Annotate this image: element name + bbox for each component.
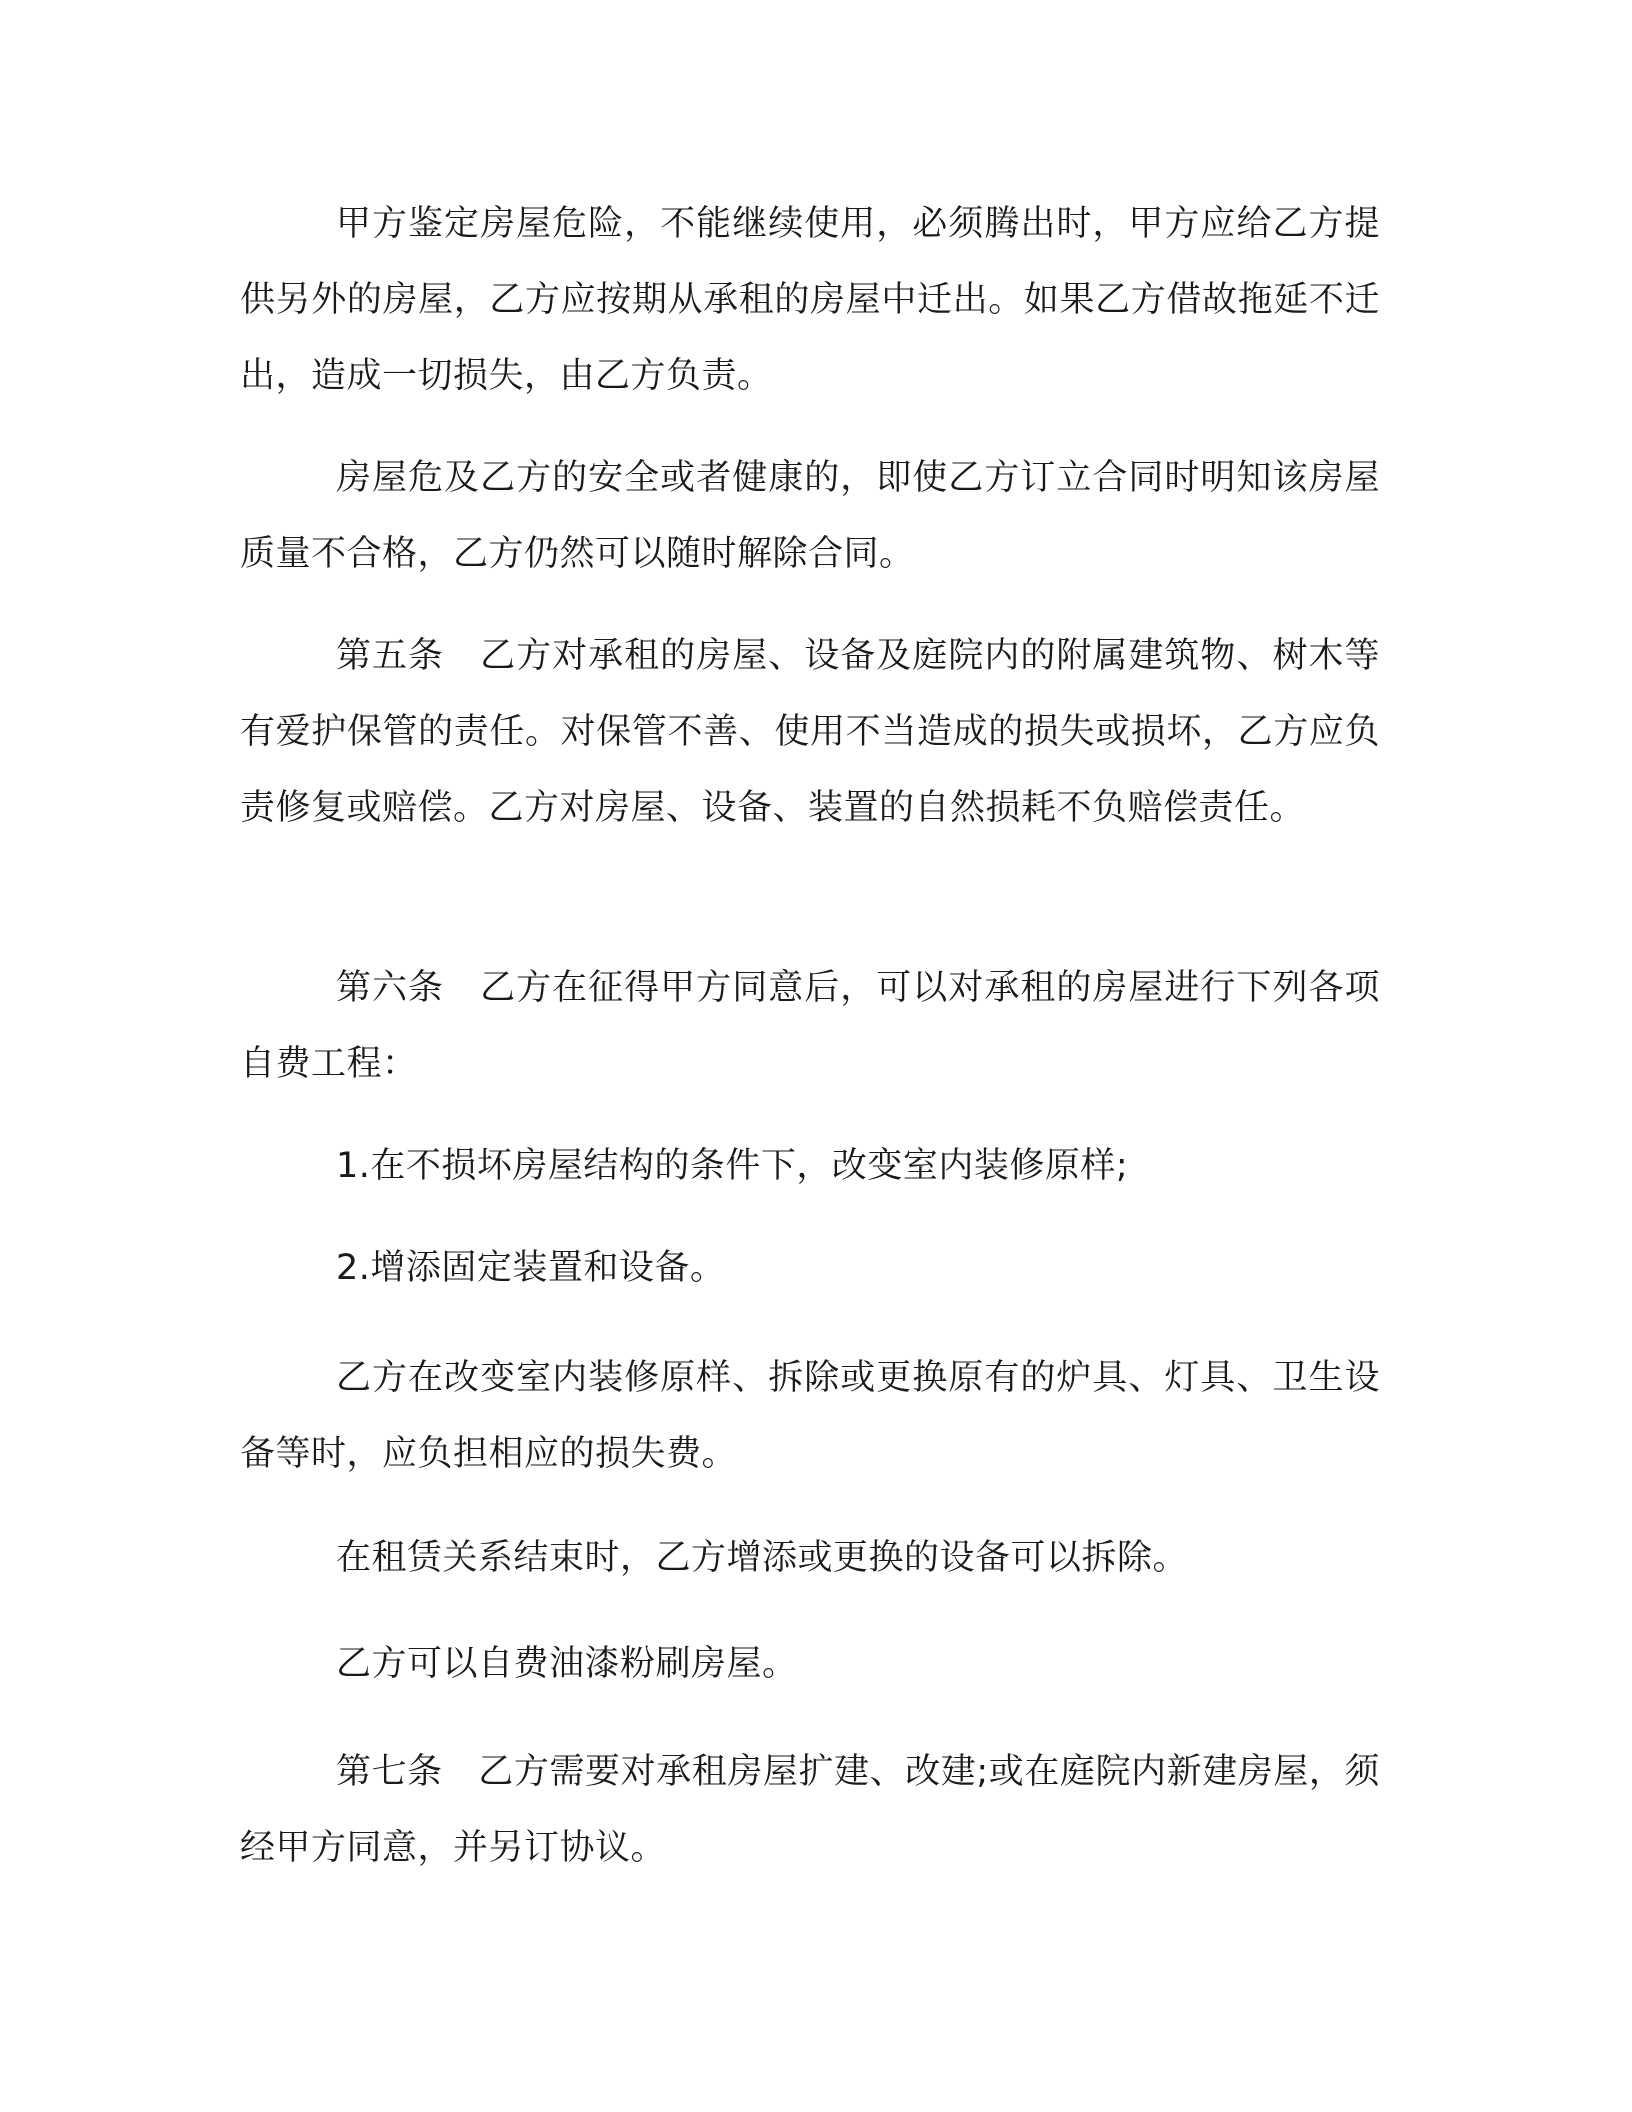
paragraph-compensation: 乙方在改变室内装修原样、拆除或更换原有的炉具、灯具、卫生设备等时，应负担相应的损失费。 bbox=[240, 1358, 1380, 1474]
list-item-2: 2.增添固定装置和设备。 bbox=[336, 1248, 726, 1288]
paragraph-painting: 乙方可以自费油漆粉刷房屋。 bbox=[336, 1644, 798, 1684]
list-item-1: 1.在不损坏房屋结构的条件下，改变室内装修原样; bbox=[336, 1146, 1129, 1186]
paragraph-2: 房屋危及乙方的安全或者健康的，即使乙方订立合同时明知该房屋质量不合格，乙方仍然可以随时解除合同。 bbox=[240, 458, 1380, 574]
paragraph-article-5: 第五条 乙方对承租的房屋、设备及庭院内的附属建筑物、树木等有爱护保管的责任。对保管不善、使用不当造成的损失或损坏，乙方应负责修复或赔偿。乙方对房屋、设备、装置的自然损耗不负赔偿责任。 bbox=[240, 636, 1380, 828]
paragraph-article-7: 第七条 乙方需要对承租房屋扩建、改建;或在庭院内新建房屋，须经甲方同意，并另订协议。 bbox=[240, 1752, 1380, 1868]
paragraph-removal: 在租赁关系结束时，乙方增添或更换的设备可以拆除。 bbox=[336, 1538, 1189, 1578]
paragraph-1: 甲方鉴定房屋危险，不能继续使用，必须腾出时，甲方应给乙方提供另外的房屋，乙方应按期从承租的房屋中迁出。如果乙方借故拖延不迁出，造成一切损失，由乙方负责。 bbox=[240, 204, 1380, 396]
paragraph-article-6: 第六条 乙方在征得甲方同意后，可以对承租的房屋进行下列各项自费工程： bbox=[240, 968, 1380, 1084]
